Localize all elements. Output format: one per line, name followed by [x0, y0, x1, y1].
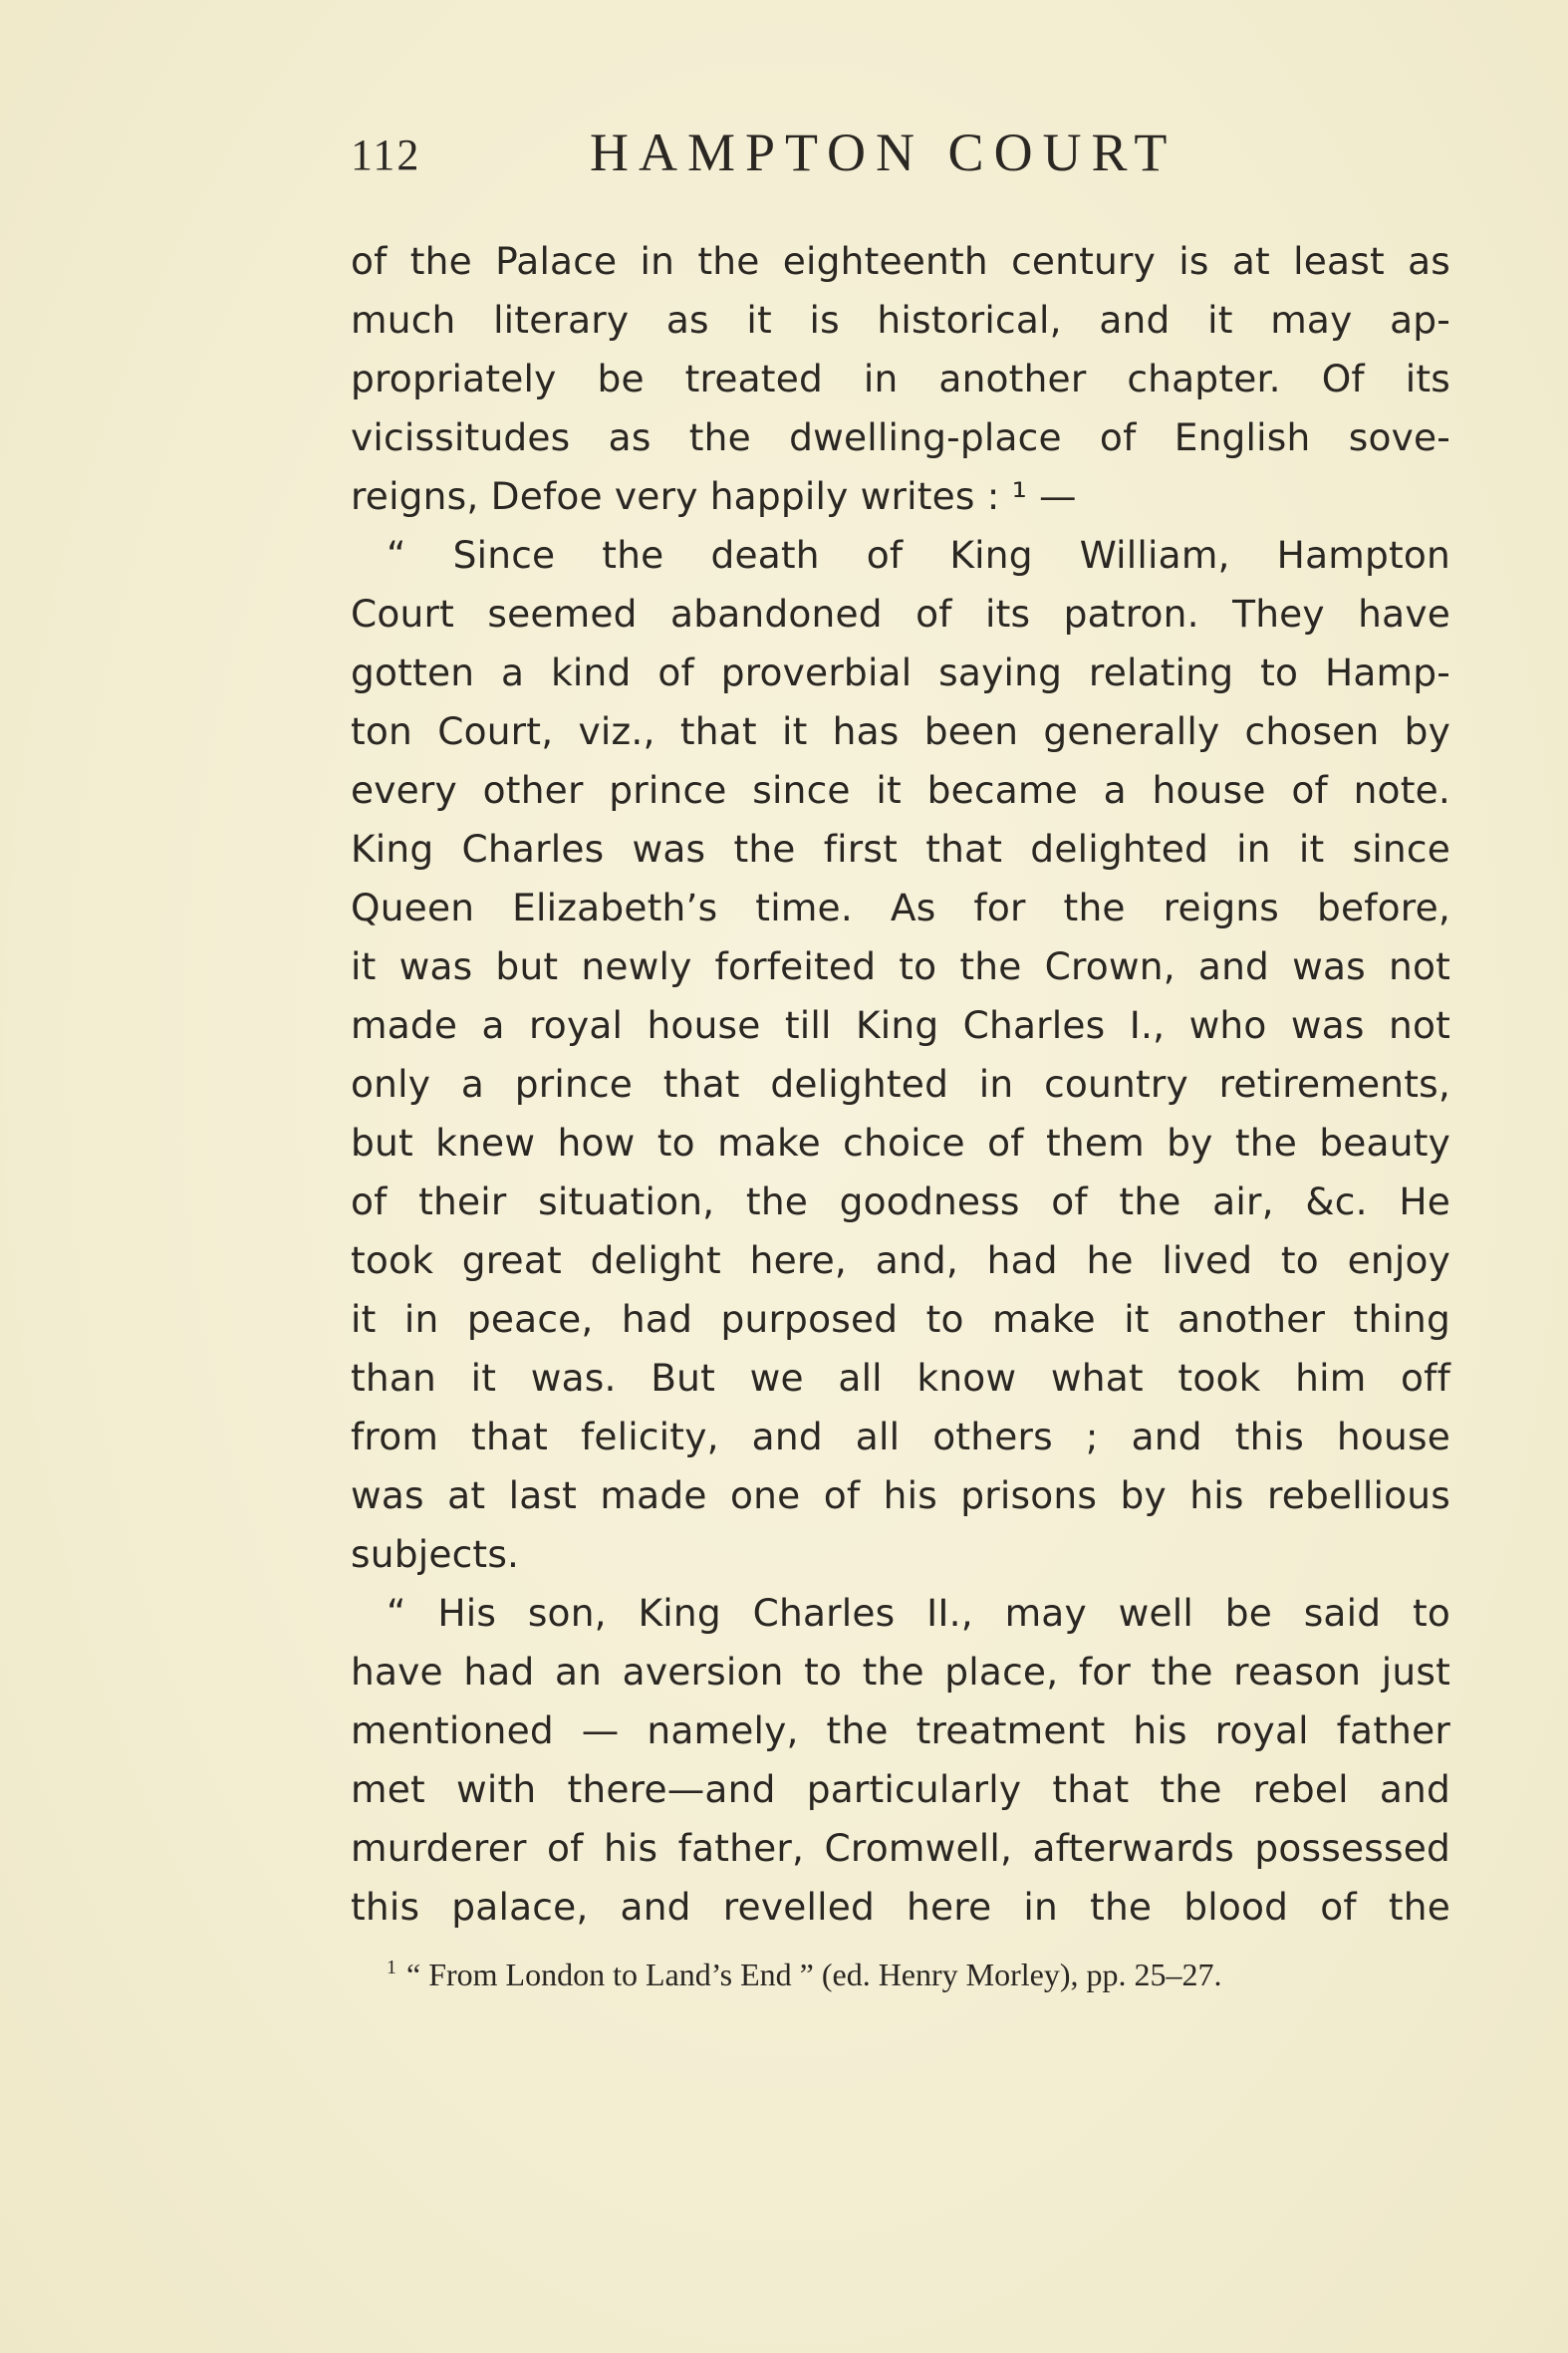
text-line: ton Court, viz., that it has been generally chosen by	[351, 709, 1450, 753]
text-line: have had an aversion to the place, for the reason just	[351, 1650, 1450, 1694]
text-line: subjects.	[351, 1532, 520, 1576]
running-title: HAMPTON COURT	[590, 123, 1177, 182]
text-line: much literary as it is historical, and it may ap-	[351, 298, 1450, 342]
text-line: “ Since the death of King William, Hampton	[387, 533, 1450, 577]
text-line: made a royal house till King Charles I., who was not	[351, 1003, 1450, 1047]
text-line: propriately be treated in another chapter. Of its	[351, 357, 1450, 400]
text-line: was at last made one of his prisons by his rebellious	[351, 1473, 1450, 1517]
text-line: gotten a kind of proverbial saying relating to Hamp-	[351, 651, 1450, 694]
footnote-text: “ From London to Land’s End ” (ed. Henry Morley), pp. 25–27.	[406, 1957, 1222, 1992]
text-line: King Charles was the first that delighted in it since	[351, 827, 1450, 871]
page-header	[351, 122, 1456, 191]
footnote	[387, 1946, 1222, 1996]
text-line: met with there—and particularly that the rebel and	[351, 1767, 1450, 1811]
text-line: of their situation, the goodness of the air, &c. He	[351, 1179, 1450, 1223]
text-line: every other prince since it became a house of note.	[351, 768, 1450, 812]
body-text	[351, 232, 1450, 1937]
text-line: from that felicity, and all others ; and this house	[351, 1415, 1450, 1458]
text-line: of the Palace in the eighteenth century is at least as	[351, 239, 1450, 283]
text-line: than it was. But we all know what took him off	[351, 1356, 1450, 1400]
page-number: 112	[351, 131, 421, 179]
text-line: this palace, and revelled here in the blood of the	[351, 1885, 1450, 1929]
footnote-marker: 1	[387, 1957, 396, 1978]
text-line: “ His son, King Charles II., may well be said to	[387, 1591, 1450, 1635]
text-line: took great delight here, and, had he lived to enjoy	[351, 1238, 1450, 1282]
text-line: it was but newly forfeited to the Crown, and was not	[351, 944, 1450, 988]
text-line: Queen Elizabeth’s time. As for the reigns before,	[351, 886, 1450, 929]
text-line: only a prince that delighted in country retirements,	[351, 1062, 1450, 1106]
text-line: murderer of his father, Cromwell, afterwards possessed	[351, 1826, 1450, 1870]
text-line: mentioned — namely, the treatment his royal father	[351, 1708, 1450, 1752]
text-line: it in peace, had purposed to make it another thing	[351, 1297, 1450, 1341]
text-line: vicissitudes as the dwelling-place of English sove-	[351, 415, 1450, 459]
text-line: reigns, Defoe very happily writes : ¹ —	[351, 474, 1077, 518]
text-line: Court seemed abandoned of its patron. They have	[351, 592, 1450, 636]
text-line: but knew how to make choice of them by the beauty	[351, 1121, 1450, 1165]
